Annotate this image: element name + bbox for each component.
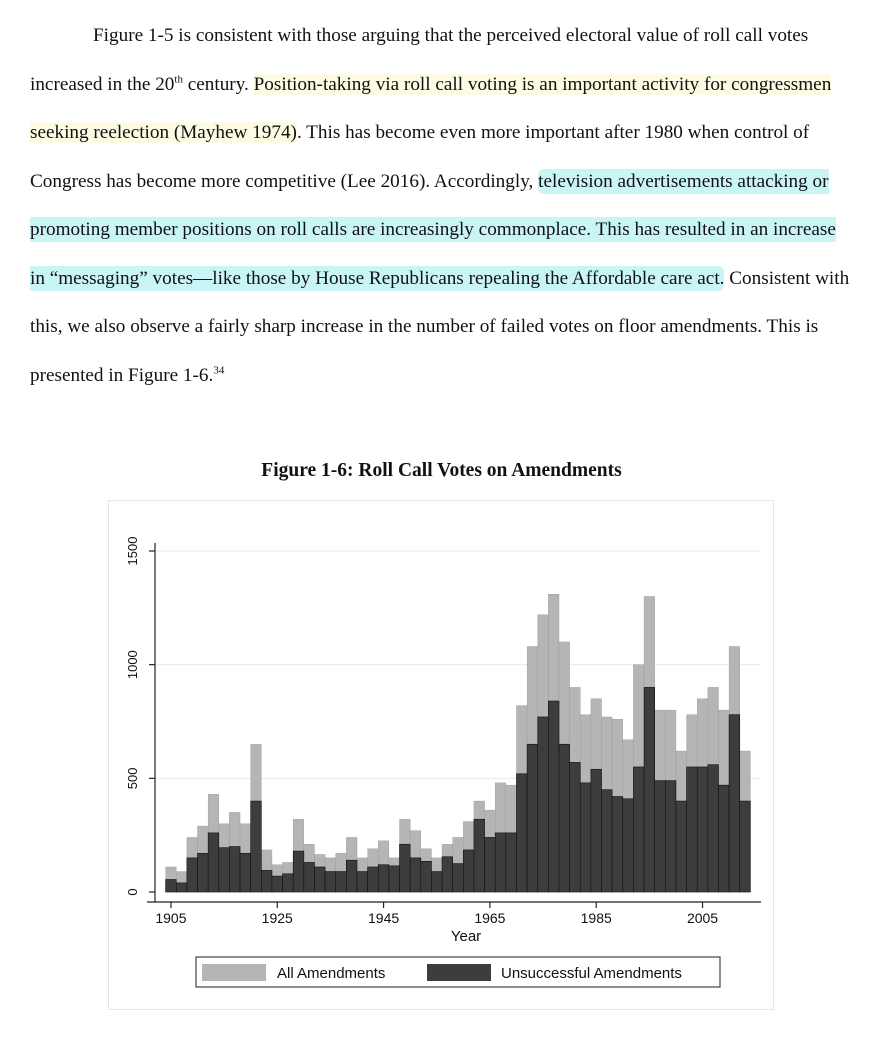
y-tick-label-1500: 1500 xyxy=(125,536,140,566)
bar-unsuccessful-1974 xyxy=(538,717,549,892)
bar-unsuccessful-1916 xyxy=(229,847,240,892)
bar-unsuccessful-1968 xyxy=(506,833,517,892)
sentence-3: . This has become even more important after 1980 when control of Congress has become more competitive (Lee 2016). Accordingly, xyxy=(30,122,810,192)
bar-unsuccessful-1926 xyxy=(283,874,294,892)
legend xyxy=(196,957,720,987)
bar-unsuccessful-1976 xyxy=(548,701,559,892)
y-tick-label-500: 500 xyxy=(125,767,140,790)
x-tick-label-1905: 1905 xyxy=(155,910,187,926)
bar-chart xyxy=(109,501,773,1009)
bar-unsuccessful-1948 xyxy=(400,844,411,892)
bar-unsuccessful-1992 xyxy=(633,767,644,892)
legend-label-all: All Amendments xyxy=(277,965,386,982)
bar-unsuccessful-1988 xyxy=(612,797,623,892)
x-tick-label-2005: 2005 xyxy=(686,910,719,926)
bar-unsuccessful-1934 xyxy=(325,872,336,892)
bar-unsuccessful-1944 xyxy=(378,865,389,892)
bar-unsuccessful-1966 xyxy=(495,833,506,892)
bar-unsuccessful-1914 xyxy=(219,848,230,892)
legend-label-unsuccessful: Unsuccessful Amendments xyxy=(501,965,682,982)
bar-unsuccessful-1938 xyxy=(346,860,357,892)
bar-unsuccessful-1912 xyxy=(208,833,219,892)
bar-unsuccessful-2010 xyxy=(729,715,740,892)
bar-unsuccessful-1972 xyxy=(527,744,538,892)
x-tick-label-1945: 1945 xyxy=(368,910,400,926)
bar-unsuccessful-1924 xyxy=(272,876,283,892)
bar-unsuccessful-1910 xyxy=(198,853,209,892)
highlight-yellow-mayhew[interactable]: Position-taking via roll call voting is an important activity for congressmen seeking reelection (Mayhew 1974) xyxy=(30,73,832,143)
bar-unsuccessful-1964 xyxy=(485,837,496,892)
bar-unsuccessful-1908 xyxy=(187,858,198,892)
bar-unsuccessful-1952 xyxy=(421,861,432,892)
bar-unsuccessful-1980 xyxy=(570,762,581,892)
x-tick-label-1965: 1965 xyxy=(474,910,506,926)
bar-unsuccessful-1990 xyxy=(623,799,634,892)
bar-unsuccessful-1920 xyxy=(251,801,262,892)
bar-unsuccessful-1940 xyxy=(357,872,368,892)
body-paragraph xyxy=(30,12,855,400)
bar-unsuccessful-1984 xyxy=(591,769,602,892)
bar-unsuccessful-1946 xyxy=(389,866,400,892)
bar-unsuccessful-1970 xyxy=(516,774,527,892)
figure-title: Figure 1-6: Roll Call Votes on Amendments xyxy=(261,460,622,481)
bar-unsuccessful-1928 xyxy=(293,851,304,892)
bar-unsuccessful-2000 xyxy=(676,801,687,892)
footnote-ref[interactable]: 34 xyxy=(213,364,225,377)
x-tick-label-1925: 1925 xyxy=(261,910,293,926)
bar-unsuccessful-1932 xyxy=(314,867,325,892)
superscript-th: th xyxy=(174,73,183,86)
bar-unsuccessful-1982 xyxy=(580,783,591,892)
bar-unsuccessful-1978 xyxy=(559,744,570,892)
bar-unsuccessful-1922 xyxy=(261,870,272,892)
legend-swatch-all xyxy=(202,964,266,981)
bar-unsuccessful-1930 xyxy=(304,862,315,892)
bar-unsuccessful-1998 xyxy=(665,781,676,892)
sentence-1: Figure 1-5 is consistent with those arguing that the perceived electoral value of roll call votes increased in the 20 xyxy=(30,25,809,95)
bar-unsuccessful-2012 xyxy=(740,801,751,892)
sentence-1-end: century. xyxy=(182,73,254,95)
bar-unsuccessful-1960 xyxy=(463,850,474,892)
bar-unsuccessful-1962 xyxy=(474,819,485,892)
bar-unsuccessful-1904 xyxy=(166,879,177,892)
bar-unsuccessful-1950 xyxy=(410,858,421,892)
bar-unsuccessful-1956 xyxy=(442,857,453,892)
bar-unsuccessful-2008 xyxy=(718,785,729,892)
highlight-cyan-advertisements[interactable]: television advertisements attacking or promoting member positions on roll calls are increasingly commonplace. This has resulted in an increase in “messaging” votes—like those by House Republicans repealing the Affordable care act. xyxy=(30,170,836,289)
x-tick-label-1985: 1985 xyxy=(580,910,612,926)
chart-frame xyxy=(108,500,774,1010)
bar-unsuccessful-1942 xyxy=(368,867,379,892)
bar-unsuccessful-1994 xyxy=(644,687,655,892)
bar-unsuccessful-1906 xyxy=(176,883,187,892)
bar-unsuccessful-1954 xyxy=(431,872,442,892)
y-tick-label-0: 0 xyxy=(125,888,140,896)
bar-unsuccessful-1986 xyxy=(602,790,613,892)
bar-unsuccessful-2002 xyxy=(687,767,698,892)
bar-unsuccessful-1958 xyxy=(453,864,464,892)
bar-unsuccessful-2006 xyxy=(708,765,719,892)
sentence-5: Consistent with this, we also observe a fairly sharp increase in the number of failed votes on floor amendments. This is presented in Figure 1-6. xyxy=(30,267,850,386)
bar-unsuccessful-1936 xyxy=(336,872,347,892)
bar-unsuccessful-1996 xyxy=(655,781,666,892)
y-tick-label-1000: 1000 xyxy=(125,650,140,680)
bar-unsuccessful-2004 xyxy=(697,767,708,892)
legend-swatch-unsuccessful xyxy=(427,964,491,981)
x-axis-label: Year xyxy=(450,928,482,945)
bar-unsuccessful-1918 xyxy=(240,853,251,892)
